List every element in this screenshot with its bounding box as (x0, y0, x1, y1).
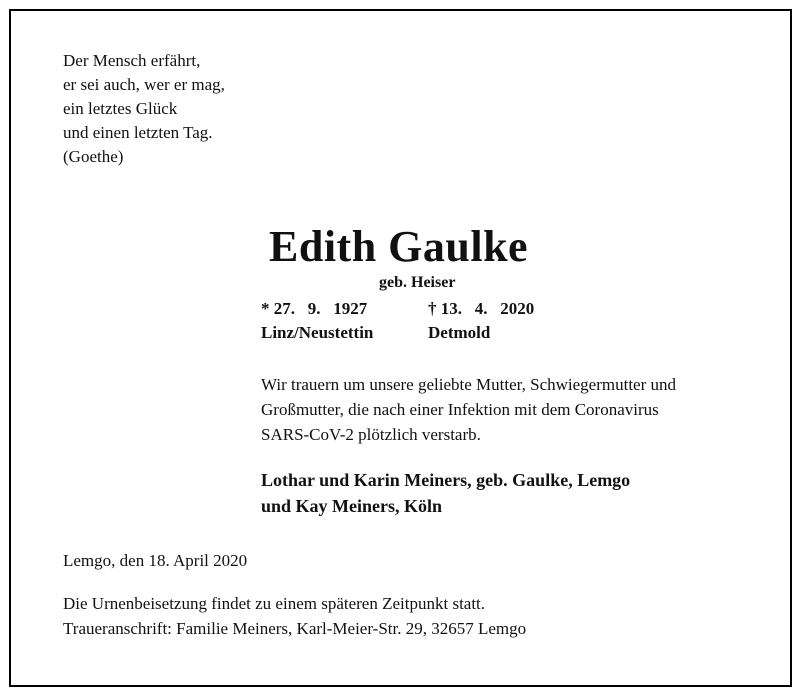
mourners (261, 467, 630, 519)
burial-note: Die Urnenbeisetzung findet zu einem späteren Zeitpunkt statt. (63, 594, 486, 613)
place-and-date: Lemgo, den 18. April 2020 (63, 551, 248, 570)
birth-date: * 27. 9. 1927 (261, 299, 368, 318)
maiden-name: geb. Heiser (379, 274, 456, 291)
mourning-address: Traueranschrift: Familie Meiners, Karl-Meier-Str. 29, 32657 Lemgo (63, 619, 527, 638)
mourners-line: und Kay Meiners, Köln (261, 496, 443, 516)
life-dates (261, 297, 601, 345)
death-date: † 13. 4. 2020 (428, 299, 535, 318)
quote-line: und einen letzten Tag. (63, 123, 213, 142)
burial-notes (63, 591, 526, 641)
goethe-quote (63, 49, 225, 169)
quote-line: er sei auch, wer er mag, (63, 75, 225, 94)
birth-place: Linz/Neustettin (261, 323, 374, 342)
mourning-line: Wir trauern um unsere geliebte Mutter, Schwiegermutter und (261, 375, 676, 394)
quote-line: Der Mensch erfährt, (63, 51, 201, 70)
mourning-text (261, 372, 676, 447)
deceased-name: Edith Gaulke (269, 222, 529, 271)
death-place: Detmold (428, 323, 491, 342)
quote-author: (Goethe) (63, 147, 124, 166)
mourning-line: SARS-CoV-2 plötzlich verstarb. (261, 425, 481, 444)
obituary-notice (9, 9, 792, 687)
quote-line: ein letztes Glück (63, 99, 178, 118)
mourners-line: Lothar und Karin Meiners, geb. Gaulke, Lemgo (261, 470, 631, 490)
mourning-line: Großmutter, die nach einer Infektion mit dem Coronavirus (261, 400, 659, 419)
